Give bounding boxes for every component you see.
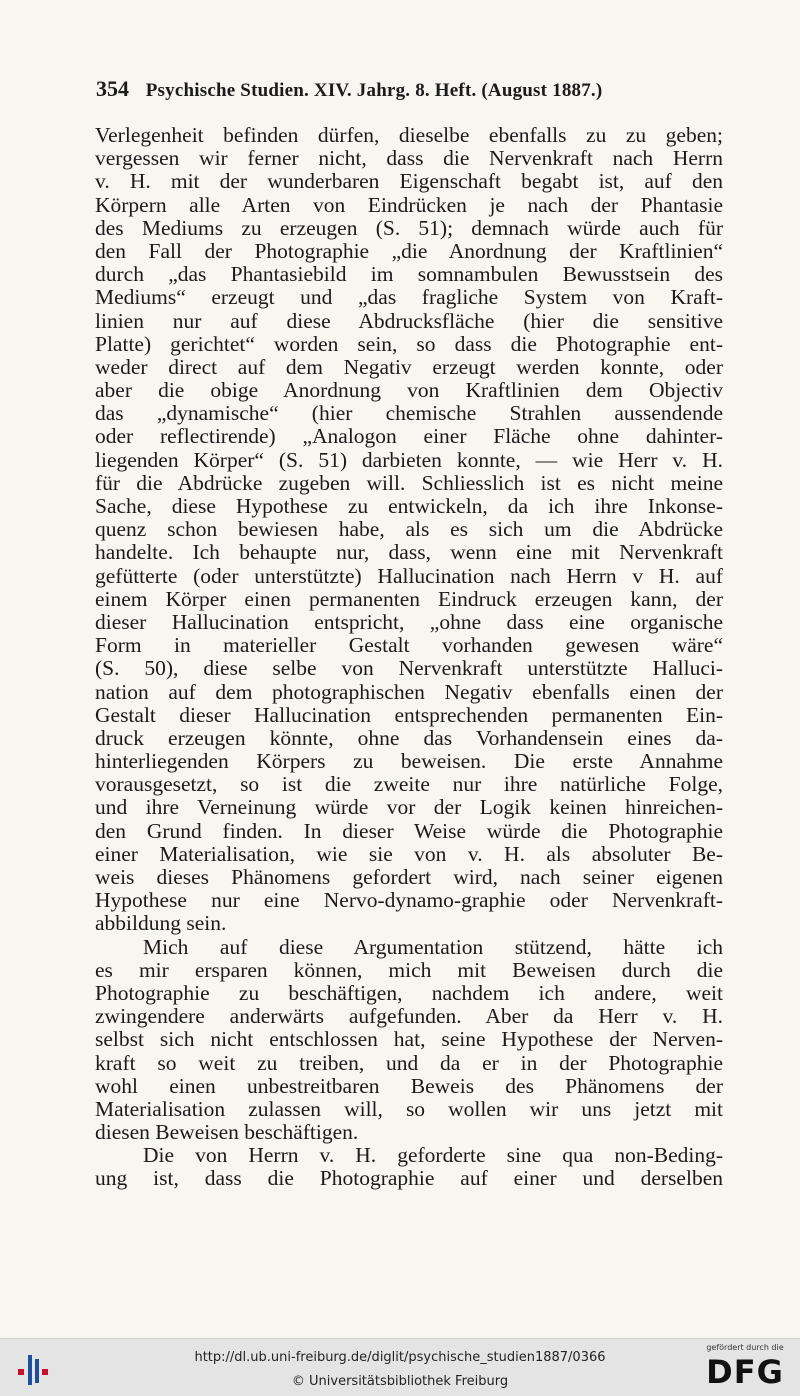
text-line: quenz schon bewiesen habe, als es sich um die Abdrücke xyxy=(95,518,723,542)
text-line: zwingendere anderwärts aufgefunden. Aber da Herr v. H. xyxy=(95,1005,723,1029)
text-line: es mir ersparen können, mich mit Beweisen durch die xyxy=(95,958,723,982)
text-line: selbst sich nicht entschlossen hat, seine Hypothese der Nerven- xyxy=(95,1028,723,1052)
running-title: Psychische Studien. XIV. Jahrg. 8. Heft. (August 1887.) xyxy=(145,80,603,101)
text-line: ung ist, dass die Photographie auf einer und derselben xyxy=(95,1167,723,1191)
text-line: Die von Herrn v. H. geforderte sine qua non-Beding- xyxy=(143,1144,723,1168)
text-line: weder direct auf dem Negativ erzeugt werden konnte, oder xyxy=(95,355,723,379)
text-line: handelte. Ich behaupte nur, dass, wenn eine mit Nervenkraft xyxy=(95,541,723,565)
text-line: einer Materialisation, wie sie von v. H. als absoluter Be- xyxy=(95,842,723,866)
text-line: linien nur auf diese Abdrucksfläche (hier die sensitive xyxy=(95,309,723,333)
running-header xyxy=(96,76,696,102)
text-line: Gestalt dieser Hallucination entsprechenden permanenten Ein- xyxy=(95,703,723,727)
text-line: kraft so weit zu treiben, und da er in der Photographie xyxy=(95,1051,723,1075)
text-line: hinterliegenden Körpers zu beweisen. Die erste Annahme xyxy=(95,750,723,774)
source-url[interactable]: http://dl.ub.uni-freiburg.de/diglit/psychische_studien1887/0366 xyxy=(194,1350,606,1365)
text-line: dieser Hallucination entspricht, „ohne dass eine organische xyxy=(95,610,723,634)
footer-bar xyxy=(0,1338,800,1396)
text-line: Mich auf diese Argumentation stützend, hätte ich xyxy=(143,935,723,959)
text-line: v. H. mit der wunderbaren Eigenschaft begabt ist, auf den xyxy=(95,170,723,194)
text-line: oder reflectirende) „Analogon einer Fläche ohne dahinter- xyxy=(95,425,723,449)
text-line: weis dieses Phänomens gefordert wird, nach seiner eigenen xyxy=(95,866,723,889)
text-line: und ihre Verneinung würde vor der Logik keinen hinreichen- xyxy=(95,796,723,820)
text-line: das „dynamische“ (hier chemische Strahlen aussendende xyxy=(95,402,723,426)
text-line: Photographie zu beschäftigen, nachdem ich andere, weit xyxy=(95,981,723,1005)
text-line: einem Körper einen permanenten Eindruck erzeugen kann, der xyxy=(95,587,723,611)
text-line: abbildung sein. xyxy=(95,912,227,936)
text-line: des Mediums zu erzeugen (S. 51); demnach würde auch für xyxy=(95,216,723,240)
text-line: durch „das Phantasiebild im somnambulen Bewusstsein des xyxy=(95,263,723,287)
text-line: den Grund finden. In dieser Weise würde die Photographie xyxy=(95,819,723,843)
text-line: diesen Beweisen beschäftigen. xyxy=(95,1121,359,1145)
text-line: Form in materieller Gestalt vorhanden gewesen wäre“ xyxy=(95,634,723,658)
copyright-notice: © Universitätsbibliothek Freiburg xyxy=(291,1374,509,1389)
text-line: Verlegenheit befinden dürfen, dieselbe ebenfalls zu zu geben; xyxy=(95,124,723,147)
text-line: Hypothese nur eine Nervo-dynamo-graphie oder Nervenkraft- xyxy=(95,889,723,913)
text-line: vorausgesetzt, so ist die zweite nur ihre natürliche Folge, xyxy=(95,773,723,797)
text-line: (S. 50), diese selbe von Nervenkraft unterstützte Halluci- xyxy=(95,657,723,681)
text-line: Mediums“ erzeugt und „das fragliche System von Kraft- xyxy=(95,286,723,310)
text-line: nation auf dem photographischen Negativ ebenfalls einen der xyxy=(95,680,723,704)
text-line: Materialisation zulassen will, so wollen wir uns jetzt mit xyxy=(95,1097,723,1121)
text-line: den Fall der Photographie „die Anordnung der Kraftlinien“ xyxy=(95,239,723,263)
text-line: druck erzeugen könnte, ohne das Vorhandensein eines da- xyxy=(95,726,723,750)
page-number: 354 xyxy=(96,76,129,101)
text-line: wohl einen unbestreitbaren Beweis des Phänomens der xyxy=(95,1074,723,1098)
text-line: Sache, diese Hypothese zu entwickeln, da ich ihre Inkonse- xyxy=(95,495,723,518)
dfg-caption: gefördert durch die xyxy=(706,1343,784,1352)
text-line: vergessen wir ferner nicht, dass die Nervenkraft nach Herrn xyxy=(95,147,723,171)
text-line: Platte) gerichtet“ worden sein, so dass die Photographie ent- xyxy=(95,332,723,356)
body-text xyxy=(95,124,723,1191)
text-line: Körpern alle Arten von Eindrücken je nach der Phantasie xyxy=(95,193,723,217)
text-line: aber die obige Anordnung von Kraftlinien dem Objectiv xyxy=(95,379,723,403)
text-line: für die Abdrücke zugeben will. Schliesslich ist es nicht meine xyxy=(95,471,723,495)
text-line: gefütterte (oder unterstützte) Hallucination nach Herrn v H. auf xyxy=(95,564,723,588)
text-line: liegenden Körper“ (S. 51) darbieten konnte, — wie Herr v. H. xyxy=(95,448,723,472)
dfg-logo: DFG xyxy=(706,1353,784,1391)
